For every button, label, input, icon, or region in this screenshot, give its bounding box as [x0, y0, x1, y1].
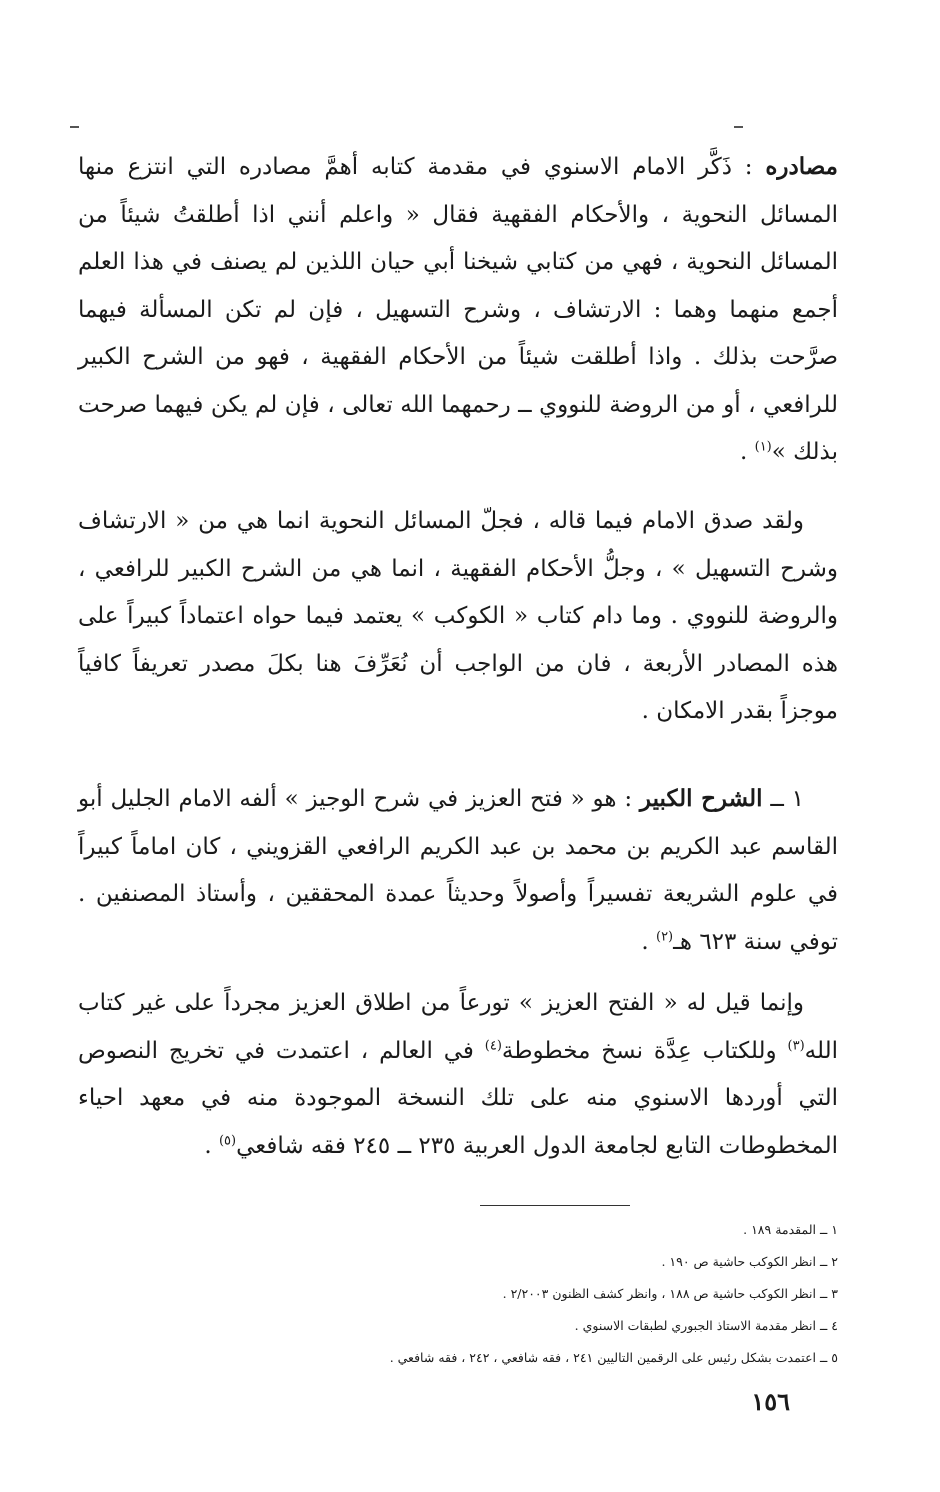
manuscript-paragraph — [78, 980, 838, 1170]
footnote-ref: (٥) — [218, 1132, 237, 1148]
paragraph-text: : هو « فتح العزيز في شرح الوجيز » ألفه الامام الجليل أبو القاسم عبد الكريم بن محمد بن عبد الكريم الرافعي القزويني ، كان اماماً كبيراً في علوم الشريعة تفسيراً وأصولاً وحديثاً عمدة المحققين ، وأستاذ المصنفين . توفي سنة ٦٢٣ هـ — [78, 786, 838, 955]
paragraph-text: وللكتاب عِدَّة نسخ مخطوطة — [501, 1037, 788, 1064]
scan-mark — [734, 126, 743, 128]
summary-paragraph: ولقد صدق الامام فيما قاله ، فجلّ المسائل النحوية انما هي من « الارتشاف وشرح التسهيل » ، وجلُّ الأحكام الفقهية ، انما هي من الشرح الكبير للرافعي ، والروضة للنووي . وما دام كتاب « الكوكب » يعتمد فيما حواه اعتماداً كبيراً على هذه المصادر الأربعة ، فان من الواجب أن نُعَرِّفَ هنا بكلَ مصدر تعريفاً كافياً موجزاً بقدر الامكان . — [78, 508, 838, 724]
footnote-divider — [480, 1205, 630, 1206]
footnote-ref: (٢) — [655, 928, 674, 944]
paragraph-end: . — [641, 928, 656, 955]
footnote-item: ٥ ــ اعتمدت بشكل رئيس على الرقمين التاليين ٢٤١ ، فقه شافعي ، ٢٤٢ ، فقه شافعي . — [389, 1350, 838, 1365]
footnotes-list — [78, 1214, 838, 1374]
page-number: ١٥٦ — [751, 1387, 790, 1416]
footnote-ref: (١) — [754, 439, 772, 455]
paragraph-end: . — [739, 439, 755, 465]
footnote-ref: (٣) — [787, 1037, 805, 1053]
footnote-ref: (٤) — [484, 1037, 502, 1053]
footnote-item: ٢ ــ انظر الكوكب حاشية ص ١٩٠ . — [661, 1254, 838, 1269]
footnote-item: ٤ ــ انظر مقدمة الاستاذ الجبوري لطبقات الاسنوي . — [574, 1318, 838, 1333]
scan-mark — [70, 126, 79, 128]
section-heading: مصادره — [765, 153, 838, 180]
paragraph-text: : ذَكَّر الامام الاسنوي في مقدمة كتابه أهمَّ مصادره التي انتزع منها المسائل النحوية ، والأحكام الفقهية فقال « واعلم أنني اذا أطلقتُ شيئاً من المسائل النحوية ، فهي من كتابي شيخنا أبي حيان اللذين لم يصنف في هذا العلم أجمع منهما وهما : الارتشاف ، وشرح التسهيل ، فإن لم تكن المسألة فيهما صرَّحت بذلك . واذا أطلقت شيئاً من الأحكام الفقهية ، فهو من الشرح الكبير للرافعي ، أو من الروضة للنووي ــ رحمهما الله تعالى ، فإن لم يكن فيهما صرحت بذلك » — [78, 154, 838, 465]
paragraph-text: في العالم ، اعتمدت في تخريج النصوص التي أوردها الاسنوي منه على تلك النسخة الموجودة منه في معهد احياء المخطوطات التابع لجامعة الدول العربية ٢٣٥ ــ ٢٤٥ فقه شافعي — [78, 1037, 838, 1159]
sharh-kabir-paragraph — [78, 775, 838, 966]
paragraph-end: . — [204, 1132, 219, 1159]
footnote-item: ٣ ــ انظر الكوكب حاشية ص ١٨٨ ، وانظر كشف الظنون ٢/٢٠٠٣ . — [502, 1286, 838, 1301]
sources-paragraph — [78, 143, 838, 477]
item-heading: الشرح الكبير — [639, 785, 763, 812]
item-number: ١ ــ — [762, 786, 804, 812]
footnote-item: ١ ــ المقدمة ١٨٩ . — [743, 1222, 838, 1237]
paragraph-text: وإنما قيل له « الفتح العزيز » تورعاً من اطلاق العزيز مجرداً على غير كتاب الله — [78, 990, 838, 1064]
